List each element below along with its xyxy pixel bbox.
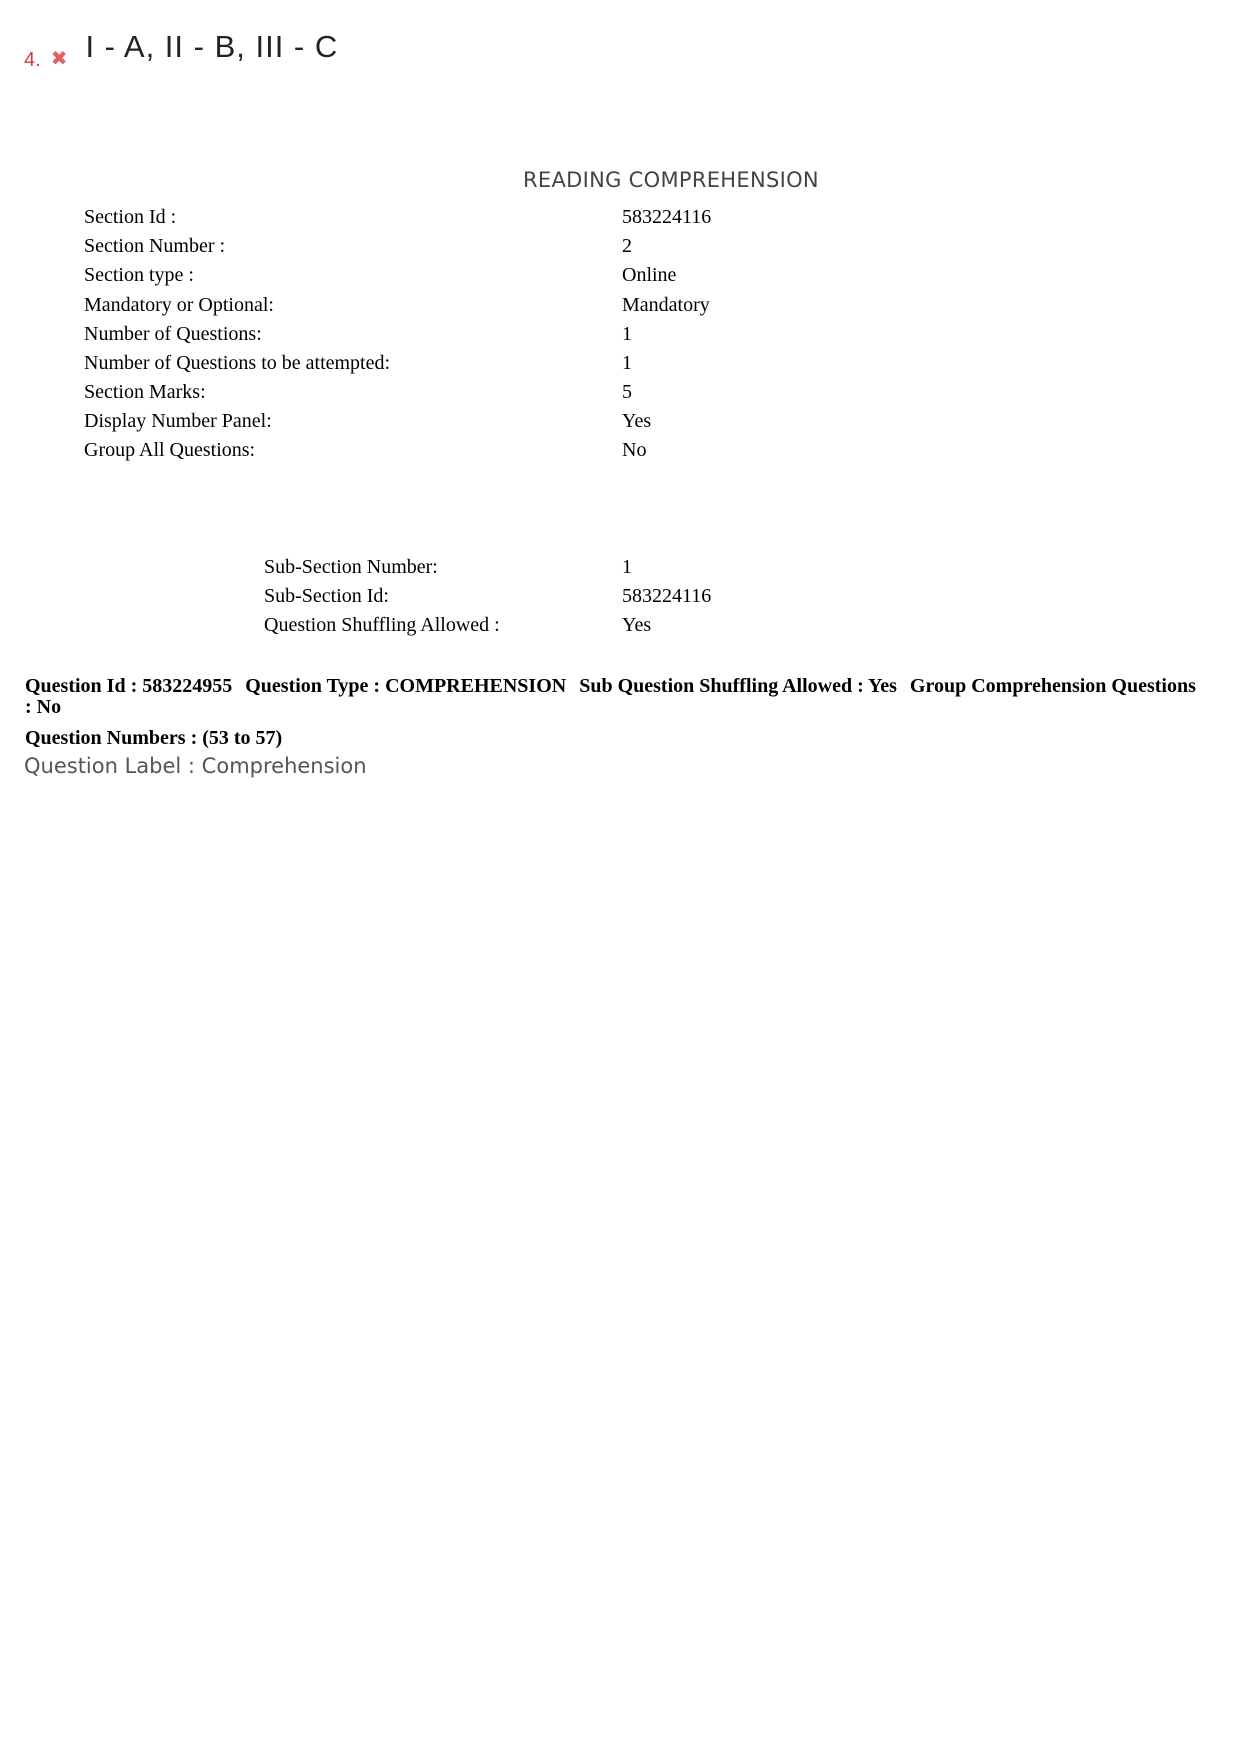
section-number-row xyxy=(0,233,1240,259)
question-meta xyxy=(25,676,1205,718)
mandatory-row xyxy=(0,292,1240,318)
field-label: Number of Questions to be attempted: xyxy=(84,352,391,374)
option-number: 4. xyxy=(24,49,41,71)
field-value: Mandatory xyxy=(622,294,710,316)
field-value: 1 xyxy=(622,556,632,578)
question-shuffling-row xyxy=(0,612,1240,638)
display-number-panel-row xyxy=(0,408,1240,434)
field-value: 1 xyxy=(622,323,632,345)
field-label: Section type : xyxy=(84,264,194,286)
field-label: Mandatory or Optional: xyxy=(84,294,274,316)
question-label: Question Label : Comprehension xyxy=(24,754,367,778)
field-value: Yes xyxy=(622,410,652,432)
question-id: Question Id : 583224955 xyxy=(25,675,233,697)
subsection-id-row xyxy=(0,583,1240,609)
answer-option-4 xyxy=(24,24,338,74)
cross-icon: ✖ xyxy=(50,46,68,70)
field-value: Yes xyxy=(622,614,652,636)
group-all-questions-row xyxy=(0,437,1240,463)
field-value: 583224116 xyxy=(622,206,712,228)
field-value: 2 xyxy=(622,235,632,257)
field-value: 1 xyxy=(622,352,632,374)
section-type-row xyxy=(0,262,1240,288)
field-label: Section Number : xyxy=(84,235,226,257)
question-type: Question Type : COMPREHENSION xyxy=(245,675,567,697)
field-label: Sub-Section Number: xyxy=(264,556,438,578)
section-id-row xyxy=(0,204,1240,230)
subsection-number-row xyxy=(0,554,1240,580)
section-title: READING COMPREHENSION xyxy=(523,168,819,192)
field-label: Section Marks: xyxy=(84,381,206,403)
option-text: I - A, II - B, III - C xyxy=(85,29,339,64)
number-of-questions-row xyxy=(0,321,1240,347)
field-value: 5 xyxy=(622,381,632,403)
field-value: No xyxy=(622,439,647,461)
field-value: Online xyxy=(622,264,677,286)
question-numbers: Question Numbers : (53 to 57) xyxy=(25,727,283,749)
field-label: Number of Questions: xyxy=(84,323,262,345)
field-label: Group All Questions: xyxy=(84,439,256,461)
questions-to-attempt-row xyxy=(0,350,1240,376)
section-marks-row xyxy=(0,379,1240,405)
field-value: 583224116 xyxy=(622,585,712,607)
field-label: Display Number Panel: xyxy=(84,410,272,432)
sub-question-shuffling: Sub Question Shuffling Allowed : Yes xyxy=(579,675,897,697)
field-label: Question Shuffling Allowed : xyxy=(264,614,500,636)
field-label: Section Id : xyxy=(84,206,177,228)
field-label: Sub-Section Id: xyxy=(264,585,389,607)
group-comprehension: Group Comprehension Questions : No xyxy=(25,675,1196,718)
